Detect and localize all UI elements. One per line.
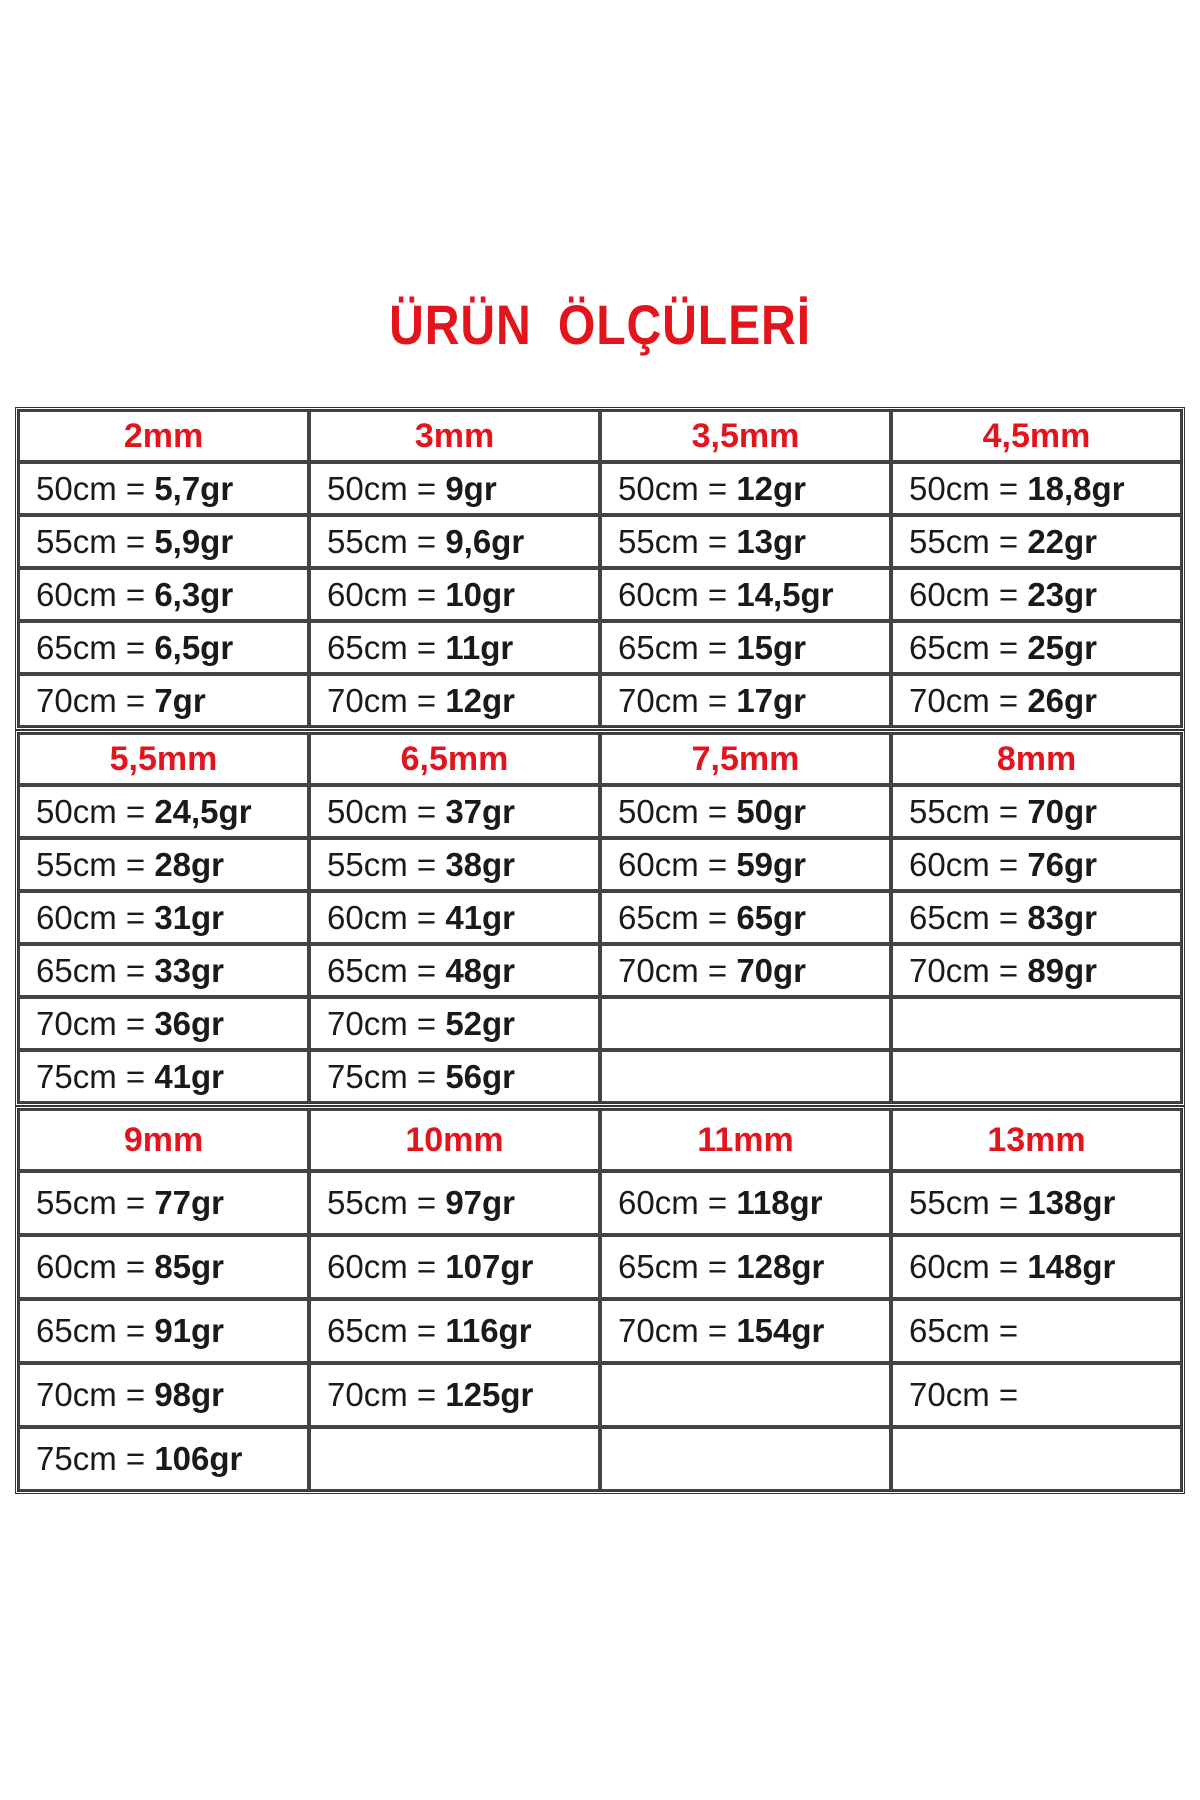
size-cell (18, 674, 309, 727)
weight-value: 52gr (445, 1004, 516, 1042)
size-cell (309, 838, 600, 891)
table-row (18, 621, 1182, 674)
weight-value: 14,5gr (736, 575, 834, 613)
table-row (18, 674, 1182, 727)
weight-value: 91gr (154, 1312, 225, 1349)
size-cell (891, 1363, 1182, 1427)
size-cell (891, 944, 1182, 997)
table-row (18, 1363, 1182, 1427)
size-cell (600, 1171, 891, 1235)
size-cell (891, 568, 1182, 621)
size-cell (309, 568, 600, 621)
length-label: 70cm = (327, 1376, 446, 1413)
length-label: 60cm = (909, 575, 1028, 613)
size-cell (309, 515, 600, 568)
weight-value: 76gr (1027, 845, 1098, 883)
length-label: 70cm = (618, 1312, 737, 1349)
size-cell (600, 838, 891, 891)
table-row (18, 1050, 1182, 1103)
weight-value: 97gr (445, 1184, 516, 1221)
length-label: 65cm = (36, 951, 155, 989)
size-cell (309, 1050, 600, 1103)
size-cell (600, 621, 891, 674)
length-label: 55cm = (327, 1184, 446, 1221)
diameter-header: 13mm (891, 1109, 1182, 1171)
length-label: 70cm = (909, 681, 1028, 719)
weight-value: 41gr (445, 898, 516, 936)
weight-value: 33gr (154, 951, 225, 989)
diameter-header-row (18, 410, 1182, 462)
weight-value: 70gr (1027, 792, 1098, 830)
length-label: 65cm = (618, 1248, 737, 1285)
weight-value: 48gr (445, 951, 516, 989)
weight-value: 98gr (154, 1376, 225, 1413)
weight-value: 26gr (1027, 681, 1098, 719)
weight-value: 65gr (736, 898, 807, 936)
length-label: 60cm = (618, 1184, 737, 1221)
weight-value: 9,6gr (445, 522, 525, 560)
size-cell (18, 1171, 309, 1235)
weight-value: 31gr (154, 898, 225, 936)
length-label: 60cm = (327, 898, 446, 936)
weight-value: 9gr (445, 469, 497, 507)
length-label: 65cm = (618, 628, 737, 666)
size-cell (600, 891, 891, 944)
size-cell (18, 785, 309, 838)
size-cell (18, 944, 309, 997)
size-cell (309, 1171, 600, 1235)
table-row (18, 785, 1182, 838)
weight-value: 5,7gr (154, 469, 234, 507)
size-cell (891, 1427, 1182, 1491)
weight-value: 59gr (736, 845, 807, 883)
weight-value: 85gr (154, 1248, 225, 1285)
length-label: 60cm = (36, 898, 155, 936)
length-label: 75cm = (36, 1057, 155, 1095)
length-label: 60cm = (327, 1248, 446, 1285)
weight-value: 89gr (1027, 951, 1098, 989)
size-cell (309, 1235, 600, 1299)
length-label: 70cm = (618, 681, 737, 719)
length-label: 65cm = (327, 951, 446, 989)
page-title: ÜRÜN ÖLÇÜLERİ (389, 293, 811, 356)
table-row (18, 838, 1182, 891)
length-label: 65cm = (618, 898, 737, 936)
length-label: 55cm = (909, 792, 1028, 830)
size-cell (18, 891, 309, 944)
size-cell (891, 515, 1182, 568)
size-cell (18, 1050, 309, 1103)
weight-value: 10gr (445, 575, 516, 613)
weight-value: 22gr (1027, 522, 1098, 560)
size-cell (891, 1050, 1182, 1103)
length-label: 65cm = (327, 628, 446, 666)
weight-value: 23gr (1027, 575, 1098, 613)
size-cell (18, 515, 309, 568)
size-cell (309, 997, 600, 1050)
size-cell (600, 1299, 891, 1363)
weight-value: 17gr (736, 681, 807, 719)
table-row (18, 1235, 1182, 1299)
table-row (18, 891, 1182, 944)
diameter-header: 9mm (18, 1109, 309, 1171)
length-label: 60cm = (909, 845, 1028, 883)
length-label: 55cm = (36, 522, 155, 560)
table-row (18, 997, 1182, 1050)
length-label: 65cm = (36, 628, 155, 666)
length-label: 50cm = (909, 469, 1028, 507)
length-label: 60cm = (909, 1248, 1028, 1285)
size-cell (891, 1235, 1182, 1299)
size-cell (600, 1427, 891, 1491)
length-label: 70cm = (36, 1376, 155, 1413)
weight-value: 148gr (1027, 1248, 1116, 1285)
size-block (15, 407, 1185, 730)
diameter-header: 7,5mm (600, 733, 891, 785)
length-label: 55cm = (36, 1184, 155, 1221)
table-row (18, 1299, 1182, 1363)
size-cell (309, 674, 600, 727)
size-cell (18, 568, 309, 621)
length-label: 75cm = (36, 1440, 155, 1477)
diameter-header: 11mm (600, 1109, 891, 1171)
size-cell (891, 891, 1182, 944)
table-row (18, 1171, 1182, 1235)
diameter-header: 3,5mm (600, 410, 891, 462)
diameter-header: 3mm (309, 410, 600, 462)
size-cell (891, 462, 1182, 515)
size-cell (600, 997, 891, 1050)
length-label: 55cm = (36, 845, 155, 883)
size-cell (309, 1427, 600, 1491)
size-cell (600, 1363, 891, 1427)
size-cell (600, 462, 891, 515)
length-label: 65cm = (36, 1312, 155, 1349)
weight-value: 12gr (736, 469, 807, 507)
length-label: 70cm = (909, 951, 1028, 989)
weight-value: 13gr (736, 522, 807, 560)
weight-value: 70gr (736, 951, 807, 989)
length-label: 65cm = (909, 898, 1028, 936)
table-row (18, 944, 1182, 997)
size-cell (18, 997, 309, 1050)
size-cell (600, 568, 891, 621)
table-row (18, 1427, 1182, 1491)
diameter-header: 8mm (891, 733, 1182, 785)
diameter-header: 10mm (309, 1109, 600, 1171)
weight-value: 37gr (445, 792, 516, 830)
size-cell (18, 838, 309, 891)
size-cell (309, 891, 600, 944)
weight-value: 77gr (154, 1184, 225, 1221)
size-cell (600, 1235, 891, 1299)
diameter-header: 4,5mm (891, 410, 1182, 462)
weight-value: 28gr (154, 845, 225, 883)
length-label: 50cm = (36, 469, 155, 507)
size-cell (600, 785, 891, 838)
weight-value: 12gr (445, 681, 516, 719)
weight-value: 38gr (445, 845, 516, 883)
diameter-header-row (18, 1109, 1182, 1171)
length-label: 70cm = (909, 1376, 1019, 1413)
length-label: 60cm = (618, 845, 737, 883)
size-cell (18, 1427, 309, 1491)
weight-value: 6,5gr (154, 628, 234, 666)
weight-value: 107gr (445, 1248, 534, 1285)
size-cell (18, 462, 309, 515)
weight-value: 56gr (445, 1057, 516, 1095)
diameter-header-row (18, 733, 1182, 785)
length-label: 50cm = (618, 792, 737, 830)
size-cell (891, 1171, 1182, 1235)
table-row (18, 515, 1182, 568)
weight-value: 125gr (445, 1376, 534, 1413)
diameter-header: 5,5mm (18, 733, 309, 785)
length-label: 65cm = (327, 1312, 446, 1349)
size-cell (891, 838, 1182, 891)
size-table (15, 407, 1185, 1494)
weight-value: 50gr (736, 792, 807, 830)
weight-value: 116gr (445, 1312, 532, 1349)
size-cell (309, 1299, 600, 1363)
size-cell (891, 621, 1182, 674)
size-cell (309, 621, 600, 674)
size-cell (18, 1299, 309, 1363)
weight-value: 128gr (736, 1248, 825, 1285)
length-label: 70cm = (36, 681, 155, 719)
length-label: 65cm = (909, 628, 1028, 666)
diameter-header: 2mm (18, 410, 309, 462)
size-cell (309, 944, 600, 997)
weight-value: 83gr (1027, 898, 1098, 936)
size-cell (309, 1363, 600, 1427)
length-label: 55cm = (909, 522, 1028, 560)
weight-value: 11gr (445, 628, 514, 666)
length-label: 55cm = (618, 522, 737, 560)
length-label: 70cm = (327, 1004, 446, 1042)
length-label: 60cm = (327, 575, 446, 613)
length-label: 55cm = (327, 845, 446, 883)
size-cell (891, 997, 1182, 1050)
length-label: 70cm = (618, 951, 737, 989)
weight-value: 5,9gr (154, 522, 234, 560)
size-cell (891, 674, 1182, 727)
length-label: 60cm = (36, 575, 155, 613)
size-cell (18, 1363, 309, 1427)
size-block (15, 1106, 1185, 1494)
length-label: 50cm = (327, 469, 446, 507)
table-row (18, 568, 1182, 621)
length-label: 60cm = (36, 1248, 155, 1285)
length-label: 50cm = (327, 792, 446, 830)
table-row (18, 462, 1182, 515)
size-cell (309, 462, 600, 515)
length-label: 55cm = (909, 1184, 1028, 1221)
weight-value: 15gr (736, 628, 807, 666)
length-label: 60cm = (618, 575, 737, 613)
size-cell (600, 1050, 891, 1103)
size-cell (18, 1235, 309, 1299)
weight-value: 118gr (736, 1184, 823, 1221)
weight-value: 36gr (154, 1004, 225, 1042)
size-cell (18, 621, 309, 674)
length-label: 70cm = (36, 1004, 155, 1042)
diameter-header: 6,5mm (309, 733, 600, 785)
size-cell (600, 944, 891, 997)
length-label: 75cm = (327, 1057, 446, 1095)
size-cell (600, 674, 891, 727)
weight-value: 106gr (154, 1440, 243, 1477)
size-cell (309, 785, 600, 838)
size-cell (891, 1299, 1182, 1363)
weight-value: 25gr (1027, 628, 1098, 666)
size-cell (891, 785, 1182, 838)
weight-value: 41gr (154, 1057, 225, 1095)
size-block (15, 730, 1185, 1106)
weight-value: 7gr (154, 681, 206, 719)
weight-value: 18,8gr (1027, 469, 1125, 507)
weight-value: 154gr (736, 1312, 825, 1349)
weight-value: 24,5gr (154, 792, 252, 830)
weight-value: 138gr (1027, 1184, 1116, 1221)
length-label: 65cm = (909, 1312, 1019, 1349)
length-label: 50cm = (618, 469, 737, 507)
length-label: 55cm = (327, 522, 446, 560)
weight-value: 6,3gr (154, 575, 234, 613)
length-label: 50cm = (36, 792, 155, 830)
length-label: 70cm = (327, 681, 446, 719)
size-cell (600, 515, 891, 568)
